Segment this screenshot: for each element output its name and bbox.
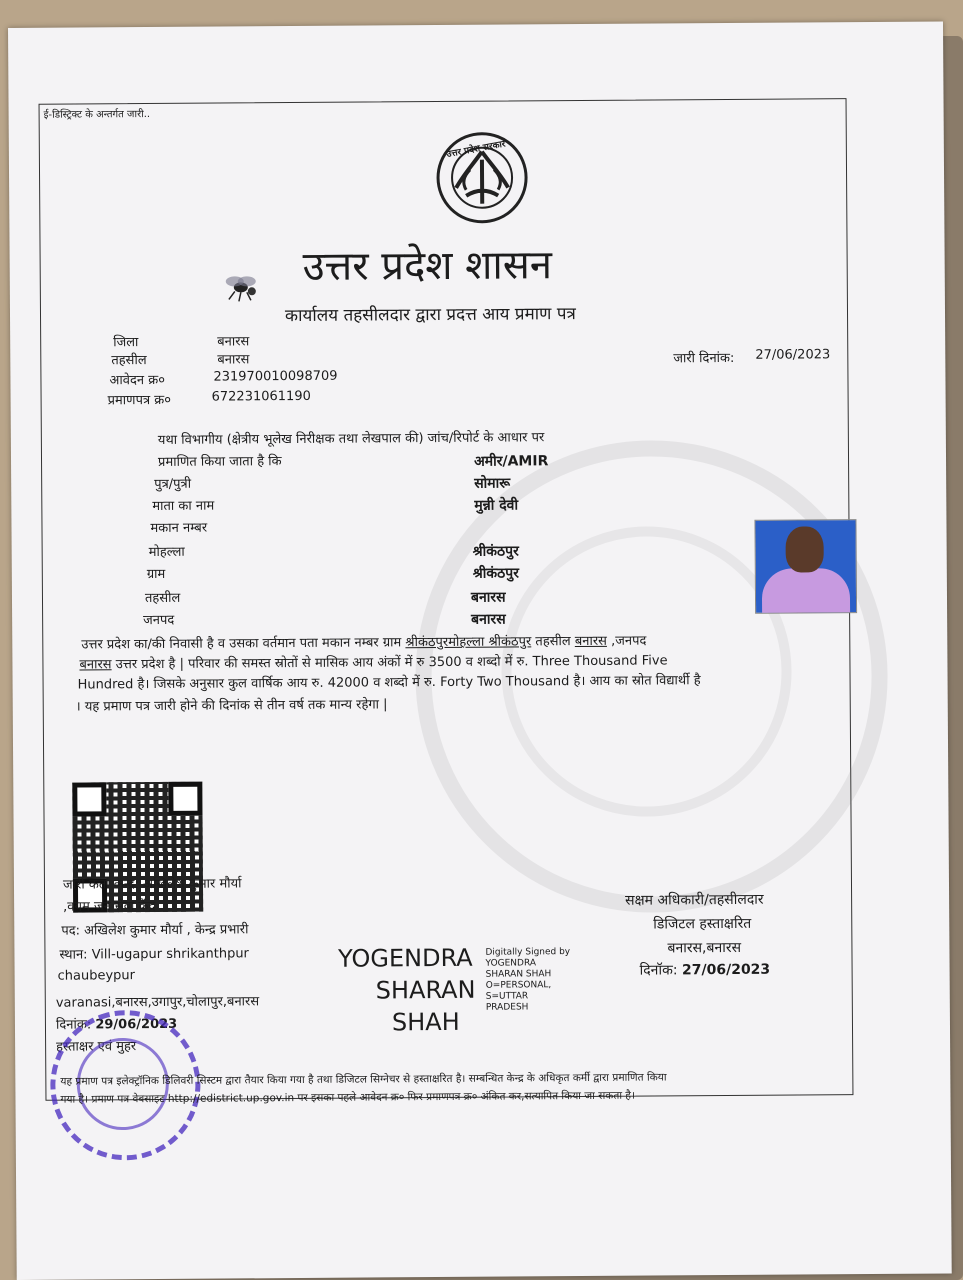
issued-under-text: ई-डिस्ट्रिक्ट के अन्तर्गत जारी.. xyxy=(43,109,151,121)
applicant-name: अमीर/AMIR xyxy=(473,453,549,470)
mohalla-value: श्रीकंठपुर xyxy=(472,543,519,560)
house-label: मकान नम्बर xyxy=(150,520,208,537)
issuer-post: पद: अखिलेश कुमार मौर्या , केन्द्र प्रभारी xyxy=(61,922,249,939)
certificate-number-label: प्रमाणपत्र क्र० xyxy=(107,392,172,409)
fly-on-paper xyxy=(221,269,265,305)
mohalla-label: मोहल्ला xyxy=(148,544,185,561)
footer-line-1: यह प्रमाण पत्र इलेक्ट्रॉनिक डिलिवरी सिस्टम द्वारा तैयार किया गया है तथा डिजिटल सिग्नेचर से हस्ताक्षरित है। सम्बन्धित केन्द्र के अधिकृत कर्मी द्वारा प्रमाणित किया xyxy=(60,1071,667,1088)
body-tehsil-label: तहसील xyxy=(144,590,181,607)
certificate-number: 672231061190 xyxy=(211,388,311,405)
issue-date-label: जारी दिनांक: xyxy=(673,350,735,367)
applicant-photo xyxy=(754,519,857,614)
district-value: बनारस xyxy=(217,334,250,350)
paragraph-line-1: उत्तर प्रदेश का/की निवासी है व उसका वर्तमान पता मकान नम्बर ग्राम श्रीकंठपुरमोहल्ला श्रीकंठपुर तहसील बनारस ,जनपद xyxy=(81,633,647,653)
govt-title: उत्तर प्रदेश शासन xyxy=(302,242,553,290)
paragraph-line-2: बनारस उत्तर प्रदेश है | परिवार की समस्त स्रोतों से मासिक आय अंकों में रु 3500 व शब्दो में रु. Three Thousand Five xyxy=(79,653,668,673)
authority-date: दिनॉक: 27/06/2023 xyxy=(639,961,771,979)
issue-date-value: 27/06/2023 xyxy=(755,347,831,363)
issuer-center-line-2: ,वयम जन सेवा केंद्र xyxy=(63,898,156,915)
tehsil-value: बनारस xyxy=(217,352,250,368)
digital-signature-details: Digitally Signed by YOGENDRA SHARAN SHAH O=PERSONAL, S=UTTAR PRADESH xyxy=(485,947,571,1013)
village-value: श्रीकंठपुर xyxy=(472,565,519,582)
issuer-place-line-3: varanasi,बनारस,उगापुर,चोलापुर,बनारस xyxy=(55,994,260,1011)
emblem-caption: उत्तर प्रदेश सरकार xyxy=(445,139,507,161)
certificate-paper xyxy=(8,21,952,1279)
verification-qr-code[interactable] xyxy=(72,782,203,913)
issuer-sign-label: हस्ताक्षर एवं मुहर xyxy=(56,1039,137,1055)
authority-title: सक्षम अधिकारी/तहसीलदार xyxy=(625,891,764,909)
village-label: ग्राम xyxy=(146,566,166,583)
intro-line-1: यथा विभागीय (क्षेत्रीय भूलेख निरीक्षक तथा लेखपाल की) जांच/रिपोर्ट के आधार पर xyxy=(157,430,545,448)
mother-label: माता का नाम xyxy=(152,498,215,515)
body-district-value: बनारस xyxy=(471,611,506,628)
signer-name-block: YOGENDRA SHARAN SHAH xyxy=(338,943,476,1037)
authority-digital-signed: डिजिटल हस्ताक्षरित xyxy=(653,915,752,933)
paragraph-line-4: । यह प्रमाण पत्र जारी होने की दिनांक से तीन वर्ष तक मान्य रहेगा | xyxy=(75,697,388,715)
body-tehsil-value: बनारस xyxy=(470,589,506,606)
application-number: 231970010098709 xyxy=(213,368,338,385)
issuer-center: जारी कर्ता केन्द्र: अखिलेश कुमार मौर्या xyxy=(62,876,242,893)
mother-value: मुन्नी देवी xyxy=(474,497,519,514)
intro-line-2: प्रमाणित किया जाता है कि xyxy=(157,454,282,470)
paragraph-line-3: Hundred है। जिसके अनुसार कुल वार्षिक आय रु. 42000 व शब्दो में रु. Forty Two Thousand है। आय का स्रोत विद्यार्थी है xyxy=(77,673,701,693)
body-district-label: जनपद xyxy=(143,612,175,629)
footer-line-2: गया है। प्रमाण पत्र वेबसाइट http://edistrict.up.gov.in पर इसका पहले आवेदन क्र० फिर प्रमाणपत्र क्र० अंकित कर,सत्यापित किया जा सकता है। xyxy=(60,1089,635,1106)
district-label: जिला xyxy=(113,335,139,351)
tehsil-label: तहसील xyxy=(111,353,147,369)
father-label: पुत्र/पुत्री xyxy=(154,476,192,492)
certificate-border xyxy=(39,98,854,1106)
issuer-place-line-2: chaubeypur xyxy=(57,968,136,984)
certificate-title: कार्यालय तहसीलदार द्वारा प्रदत्त आय प्रमाण पत्र xyxy=(284,304,576,327)
issuer-place: स्थान: Vill-ugapur shrikanthpur xyxy=(59,946,249,963)
issuer-date: दिनांक: 29/06/2023 xyxy=(55,1016,178,1033)
father-value: सोमारू xyxy=(474,475,511,492)
authority-location: बनारस,बनारस xyxy=(667,939,742,957)
application-label: आवेदन क्र० xyxy=(109,372,166,389)
